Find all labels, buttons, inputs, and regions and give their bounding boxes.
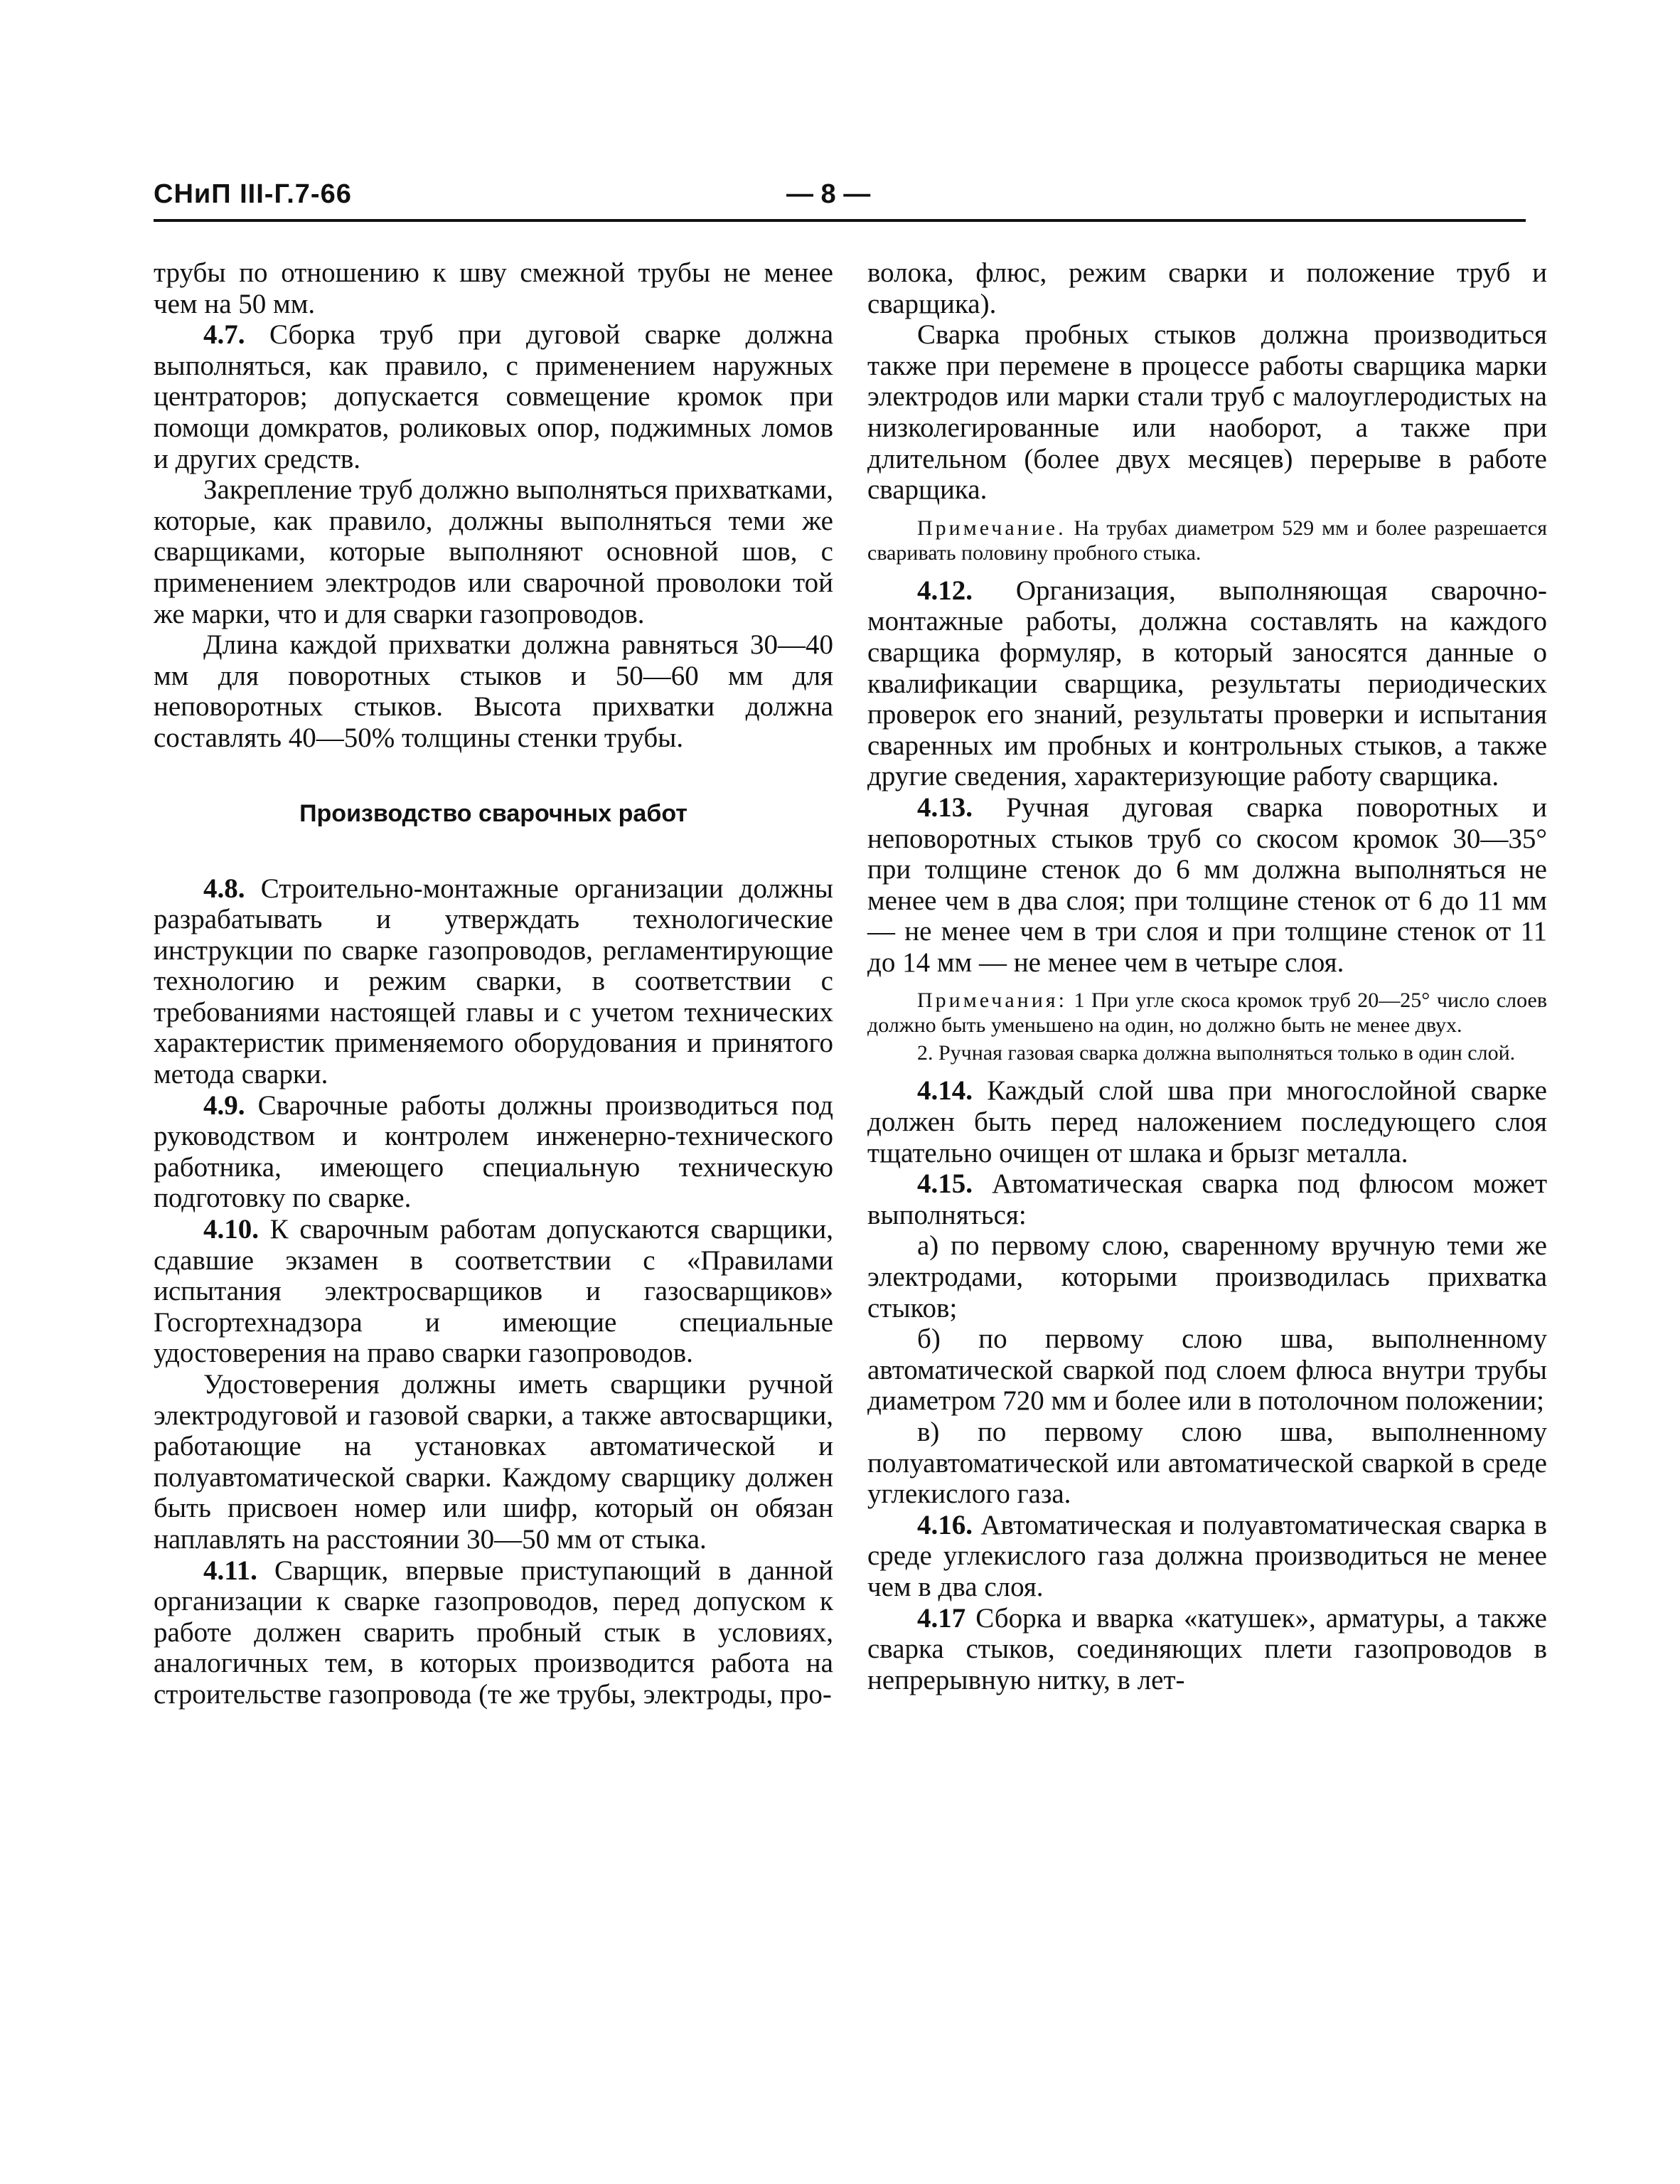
paragraph-4-11 bbox=[154, 1555, 833, 1710]
clause-text: Автоматическая сварка под флюсом может выполняться: bbox=[867, 1168, 1547, 1230]
clause-number: 4.16. bbox=[917, 1509, 973, 1540]
paragraph-tack-welds: Закрепление труб должно выполняться прихватками, которые, как правило, должны выполняться теми же сварщиками, которые выполняют основной шов, с применением электродов или сварочной проволоки той же марки, что и для сварки газопроводов. bbox=[154, 474, 833, 629]
clause-text: Организация, выполняющая сварочно-монтажные работы, должна составлять на каждого сварщика формуляр, в который заносятся данные о квалификации сварщика, результаты периодических проверок его знаний, результаты проверки и испытания сваренных им пробных и контрольных стыков, а также другие сведения, характеризующие работу сварщика. bbox=[867, 575, 1547, 792]
page-number: — 8 — bbox=[786, 179, 871, 209]
clause-number: 4.7. bbox=[203, 319, 245, 351]
right-column bbox=[867, 257, 1547, 1695]
clause-number: 4.15. bbox=[917, 1168, 973, 1200]
list-item-v: в) по первому слою шва, выполненному полуавтоматической или автоматической сваркой в среде углекислого газа. bbox=[867, 1417, 1547, 1510]
paragraph-4-13 bbox=[867, 792, 1547, 979]
paragraph-4-17 bbox=[867, 1603, 1547, 1696]
note-2-item-2: 2. Ручная газовая сварка должна выполняться только в один слой. bbox=[917, 1041, 1516, 1065]
clause-text: Автоматическая и полуавтоматическая сварка в среде углекислого газа должна производиться не менее чем в два слоя. bbox=[867, 1509, 1547, 1602]
header-rule bbox=[154, 219, 1526, 222]
clause-text: Сварочные работы должны производиться под руководством и контролем инженерно-технического работника, имеющего специальную техническую подготовку по сварке. bbox=[154, 1090, 833, 1214]
list-item-a: а) по первому слою, сваренному вручную теми же электродами, которыми производилась прихватка стыков; bbox=[867, 1230, 1547, 1323]
clause-text: Каждый слой шва при многослойной сварке должен быть перед наложением последующего слоя тщательно очищен от шлака и брызг металла. bbox=[867, 1075, 1547, 1168]
paragraph-continuation: трубы по отношению к шву смежной трубы не менее чем на 50 мм. bbox=[154, 257, 833, 319]
paragraph-4-12 bbox=[867, 575, 1547, 792]
paragraph-4-9 bbox=[154, 1090, 833, 1214]
clause-number: 4.9. bbox=[203, 1090, 245, 1121]
paragraph-4-8 bbox=[154, 873, 833, 1090]
left-column bbox=[154, 257, 833, 1710]
clause-text: Сборка труб при дуговой сварке должна выполняться, как правило, с применением наружных центраторов; допускается совмещение кромок при помощи домкратов, роликовых опор, поджимных ломов и других средств. bbox=[154, 319, 833, 474]
document-code: СНиП III-Г.7-66 bbox=[154, 179, 352, 209]
page-header bbox=[154, 179, 1526, 222]
clause-number: 4.12. bbox=[917, 575, 973, 606]
note-2 bbox=[867, 988, 1547, 1038]
paragraph-certificates: Удостоверения должны иметь сварщики ручной электродуговой и газовой сварки, а также автосварщики, работающие на установках автоматической и полуавтоматической сварки. Каждому сварщику должен быть присвоен номер или шифр, который он обязан наплавлять на расстоянии 30—50 мм от стыка. bbox=[154, 1369, 833, 1555]
clause-text: Ручная дуговая сварка поворотных и неповоротных стыков труб со скосом кромок 30—35° при толщине стенок до 6 мм должна выполняться не менее чем в два слоя; при толщине стенок от 6 до 11 мм — не менее чем в три слоя и при толщине стенок от 11 до 14 мм — не менее чем в четыре слоя. bbox=[867, 792, 1547, 978]
clause-number: 4.14. bbox=[917, 1075, 973, 1107]
clause-text: К сварочным работам допускаются сварщики, сдавшие экзамен в соответствии с «Правилами испытания электросварщиков и газосварщиков» Госгортехнадзора и имеющие специальные удостоверения на право сварки газопроводов. bbox=[154, 1214, 833, 1369]
clause-number: 4.13. bbox=[917, 792, 973, 823]
note-text: На трубах диаметром 529 мм и более разрешается сваривать половину пробного стыка. bbox=[867, 516, 1547, 565]
note-label: Примечание. bbox=[917, 516, 1066, 540]
paragraph-tack-length: Длина каждой прихватки должна равняться 30—40 мм для поворотных стыков и 50—60 мм для неповоротных стыков. Высота прихватки должна составлять 40—50% толщины стенки трубы. bbox=[154, 629, 833, 753]
clause-text: Строительно-монтажные организации должны разрабатывать и утверждать технологические инструкции по сварке газопроводов, регламентирующие технологию и режим сварки, в соответствии с требованиями настоящей главы и с учетом технических характеристик применяемого оборудования и принятого метода сварки. bbox=[154, 873, 833, 1090]
clause-number: 4.17 bbox=[917, 1602, 966, 1634]
clause-text: Сборка и вварка «катушек», арматуры, а также сварка стыков, соединяющих плети газопроводов в непрерывную нитку, в лет- bbox=[867, 1602, 1547, 1695]
paragraph-4-15 bbox=[867, 1168, 1547, 1230]
section-heading: Производство сварочных работ bbox=[299, 799, 687, 827]
paragraph-continuation: волока, флюс, режим сварки и положение труб и сварщика). bbox=[867, 257, 1547, 319]
clause-number: 4.10. bbox=[203, 1214, 259, 1245]
note-label: Примечания: bbox=[917, 989, 1067, 1013]
clause-text: Сварщик, впервые приступающий в данной организации к сварке газопроводов, перед допуском к работе должен сварить пробный стык в условиях, аналогичных тем, в которых производится работа на строительстве газопровода (те же трубы, электроды, про- bbox=[154, 1555, 833, 1710]
clause-number: 4.8. bbox=[203, 873, 245, 904]
note-text: 1 При угле скоса кромок труб 20—25° число слоев должно быть уменьшено на один, но должно быть не менее двух. bbox=[867, 989, 1547, 1038]
note-1 bbox=[867, 516, 1547, 565]
clause-number: 4.11. bbox=[203, 1555, 257, 1586]
paragraph-4-14 bbox=[867, 1075, 1547, 1168]
list-item-b: б) по первому слою шва, выполненному автоматической сваркой под слоем флюса внутри трубы диаметром 720 мм и более или в потолочном положении; bbox=[867, 1323, 1547, 1417]
paragraph-4-16 bbox=[867, 1510, 1547, 1603]
paragraph-4-10 bbox=[154, 1214, 833, 1369]
paragraph-test-joints: Сварка пробных стыков должна производиться также при перемене в процессе работы сварщика марки электродов или марки стали труб с малоуглеродистых на низколегированные или наоборот, а также при длительном (более двух месяцев) перерыве в работе сварщика. bbox=[867, 319, 1547, 506]
paragraph-4-7 bbox=[154, 319, 833, 474]
